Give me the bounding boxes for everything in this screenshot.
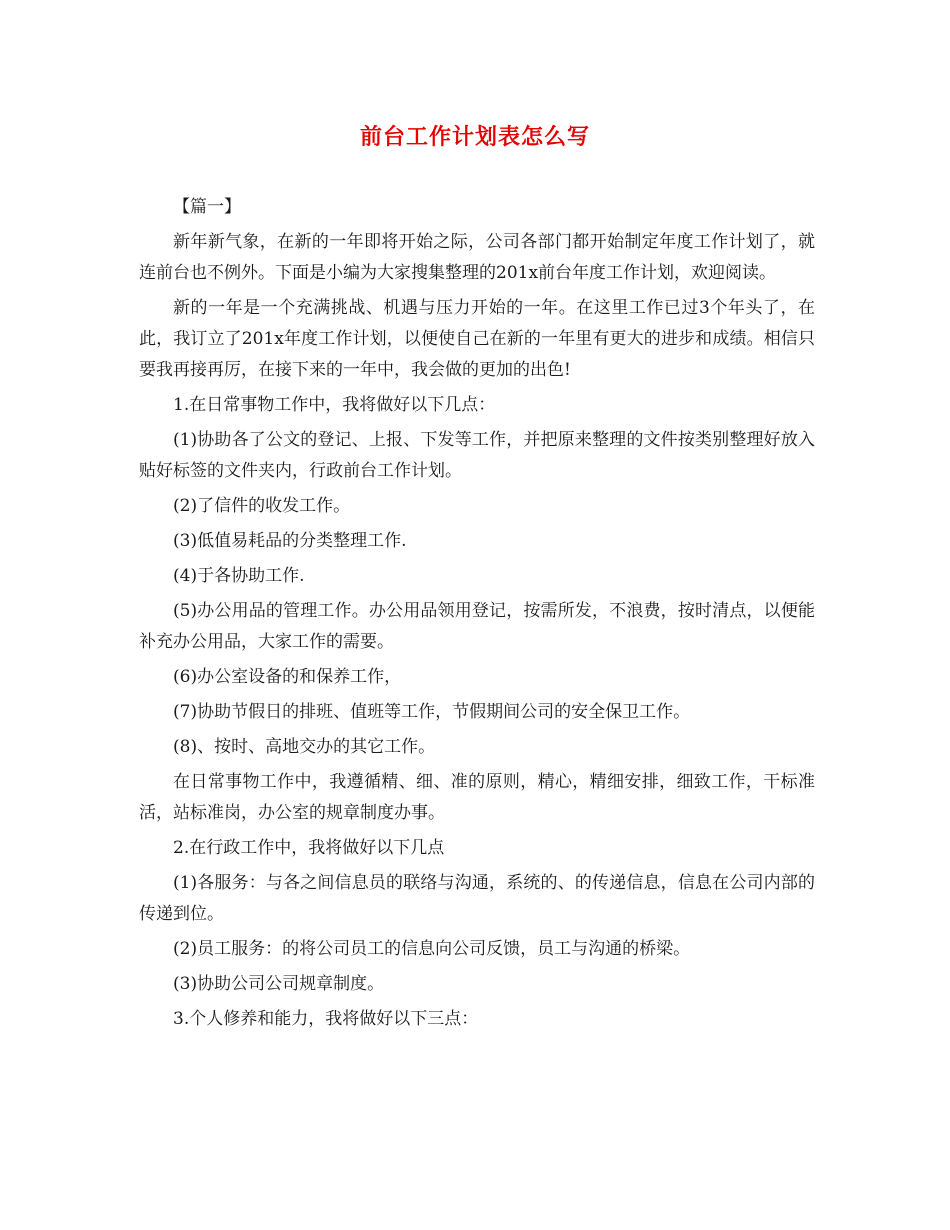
paragraph: 3.个人修养和能力，我将做好以下三点： (173, 1009, 479, 1029)
paragraph: 2.在行政工作中，我将做好以下几点 (173, 838, 445, 858)
paragraph: 新年新气象，在新的一年即将开始之际，公司各部门都开始制定年度工作计划了，就连前台也不例外。下面是小编为大家搜集整理的201x前台年度工作计划，欢迎阅读。 (139, 232, 815, 283)
paragraph: (7)协助节假日的排班、值班等工作，节假期间公司的安全保卫工作。 (173, 702, 691, 722)
document-body (139, 192, 815, 1039)
paragraph: (3)协助公司公司规章制度。 (173, 974, 385, 994)
paragraph: 1.在日常事物工作中，我将做好以下几点： (173, 395, 496, 415)
paragraph: (2)员工服务：的将公司员工的信息向公司反馈，员工与沟通的桥梁。 (173, 939, 691, 959)
paragraph: (8)、按时、高地交办的其它工作。 (173, 737, 436, 757)
section-heading: 【篇一】 (173, 197, 241, 217)
paragraph: (5)办公用品的管理工作。办公用品领用登记，按需所发，不浪费，按时清点，以便能补充办公用品，大家工作的需要。 (139, 601, 815, 652)
document-title: 前台工作计划表怎么写 (359, 124, 590, 150)
paragraph: (1)各服务：与各之间信息员的联络与沟通，系统的、的传递信息，信息在公司内部的传递到位。 (139, 873, 815, 924)
paragraph: (6)办公室设备的和保养工作， (173, 667, 402, 687)
paragraph: (2)了信件的收发工作。 (173, 496, 351, 516)
paragraph: 新的一年是一个充满挑战、机遇与压力开始的一年。在这里工作已过3个年头了，在此，我订立了201x年度工作计划，以便使自己在新的一年里有更大的进步和成绩。相信只要我再接再厉，在接下来的一年中，我会做的更加的出色! (139, 298, 815, 380)
paragraph: (3)低值易耗品的分类整理工作. (173, 531, 407, 551)
paragraph: 在日常事物工作中，我遵循精、细、准的原则，精心，精细安排，细致工作，干标准活，站标准岗，办公室的规章制度办事。 (139, 772, 815, 823)
paragraph: (1)协助各了公文的登记、上报、下发等工作，并把原来整理的文件按类别整理好放入贴好标签的文件夹内，行政前台工作计划。 (139, 430, 815, 481)
paragraph: (4)于各协助工作. (173, 566, 305, 586)
